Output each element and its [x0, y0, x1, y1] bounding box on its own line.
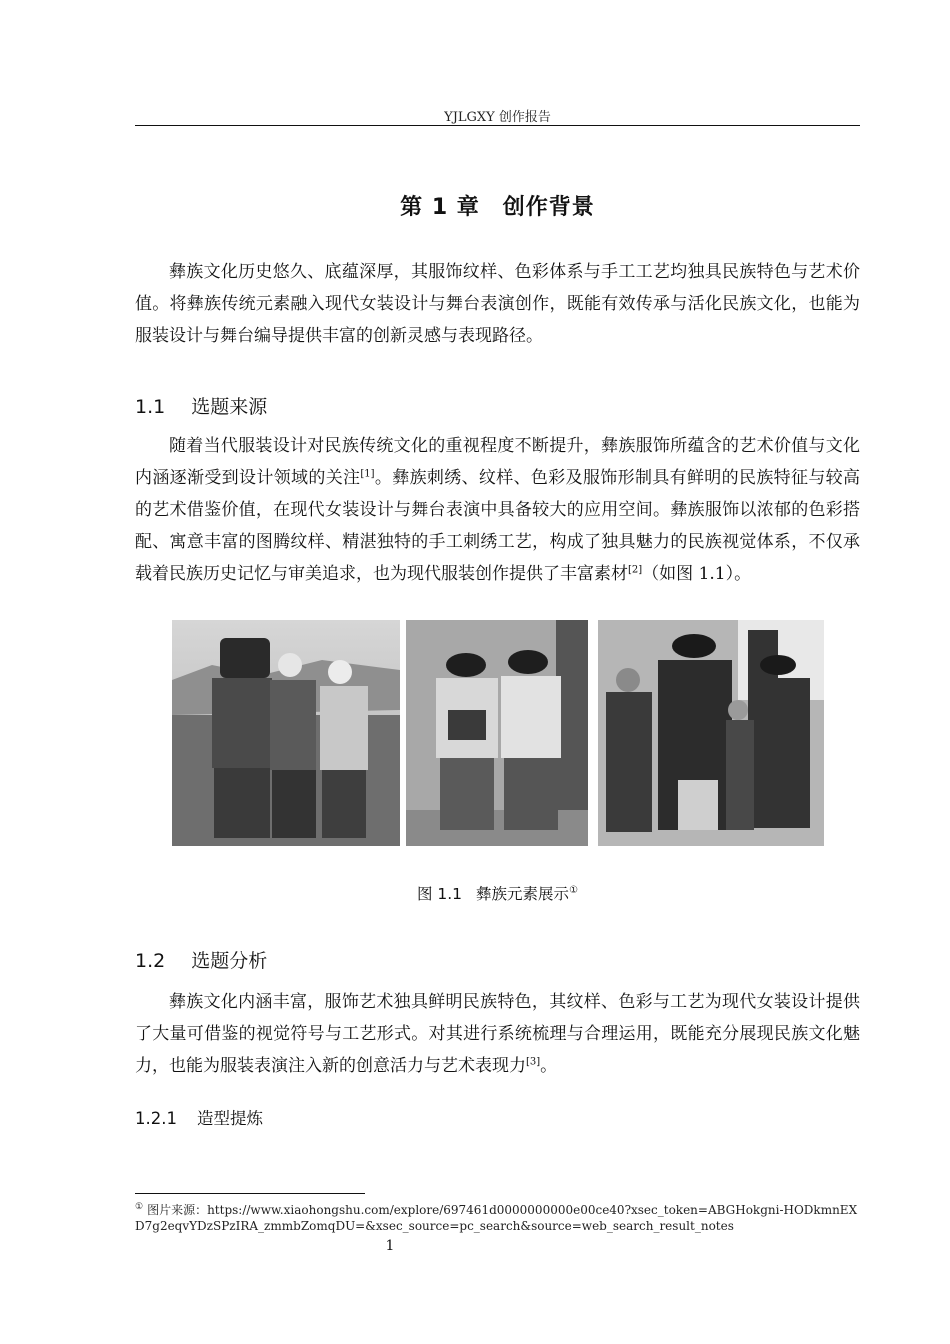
figure-caption: [135, 882, 860, 904]
footnote-text: 图片来源：https://www.xiaohongshu.com/explore/697461d0000000000e00ce40?xsec_token=ABGHokgni-HODkmnEXD7g2eqvYDzSPzIRA_zmmbZomqDU=&xsec_source=pc_search&source=web_search_result_notes: [135, 1203, 858, 1233]
footnote: [135, 1202, 860, 1234]
section-heading-1-2-1: [135, 1105, 263, 1129]
photo-right: [598, 620, 824, 846]
figure-number: 图 1.1: [416, 885, 463, 903]
section-title: 造型提炼: [196, 1109, 263, 1128]
section-1-1-paragraph: [135, 430, 860, 590]
citation-1[interactable]: [1]: [360, 468, 375, 480]
paragraph-text: 彝族文化内涵丰富，服饰艺术独具鲜明民族特色，其纹样、色彩与工艺为现代女装设计提供了大量可借鉴的视觉符号与工艺形式。对其进行系统梳理与合理运用，既能充分展现民族文化魅力，也能为服装表演注入新的创意活力与艺术表现力: [135, 992, 860, 1076]
figure-caption-text: 彝族元素展示: [476, 885, 570, 903]
citation-3[interactable]: [3]: [526, 1056, 541, 1068]
chapter-title: 第 1 章 创作背景: [400, 195, 595, 220]
paragraph-text: 。: [540, 1056, 558, 1076]
intro-paragraph: 彝族文化历史悠久、底蕴深厚，其服饰纹样、色彩体系与手工工艺均独具民族特色与艺术价值。将彝族传统元素融入现代女装设计与舞台表演创作，既能有效传承与活化民族文化，也能为服装设计与舞台编导提供丰富的创新灵感与表现路径。: [135, 262, 860, 346]
footnote-mark: ①: [135, 1202, 144, 1212]
paragraph-text: 随着当代服装设计对民族传统文化的重视程度不断提升，彝族服饰所蕴含的艺术价值与文化内涵逐渐受到设计领域的关注: [135, 436, 860, 488]
header-rule: [135, 125, 860, 126]
section-number: 1.2.1: [135, 1109, 177, 1128]
paragraph-text: （如图 1.1）。: [642, 564, 752, 584]
photo-left: [172, 620, 400, 846]
photo-middle: [406, 620, 588, 846]
section-number: 1.1: [135, 396, 166, 418]
section-heading-1-1: [135, 392, 267, 419]
section-number: 1.2: [135, 950, 166, 972]
section-title: 选题来源: [191, 396, 268, 418]
footnote-rule: [135, 1193, 365, 1194]
page-number: 1: [385, 1238, 395, 1254]
section-1-2-paragraph: [135, 986, 860, 1082]
section-heading-1-2: [135, 946, 267, 973]
citation-2[interactable]: [2]: [628, 564, 643, 576]
paragraph-text: 。彝族刺绣、纹样、色彩及服饰形制具有鲜明的民族特征与较高的艺术借鉴价值，在现代女装设计与舞台表演中具备较大的应用空间。彝族服饰以浓郁的色彩搭配、寓意丰富的图腾纹样、精湛独特的手工刺绣工艺，构成了独具魅力的民族视觉体系，不仅承载着民族历史记忆与审美追求，也为现代服装创作提供了丰富素材: [135, 468, 861, 584]
section-title: 选题分析: [191, 950, 268, 972]
running-header: YJLGXY 创作报告: [444, 110, 551, 125]
footnote-marker[interactable]: ①: [569, 884, 579, 896]
